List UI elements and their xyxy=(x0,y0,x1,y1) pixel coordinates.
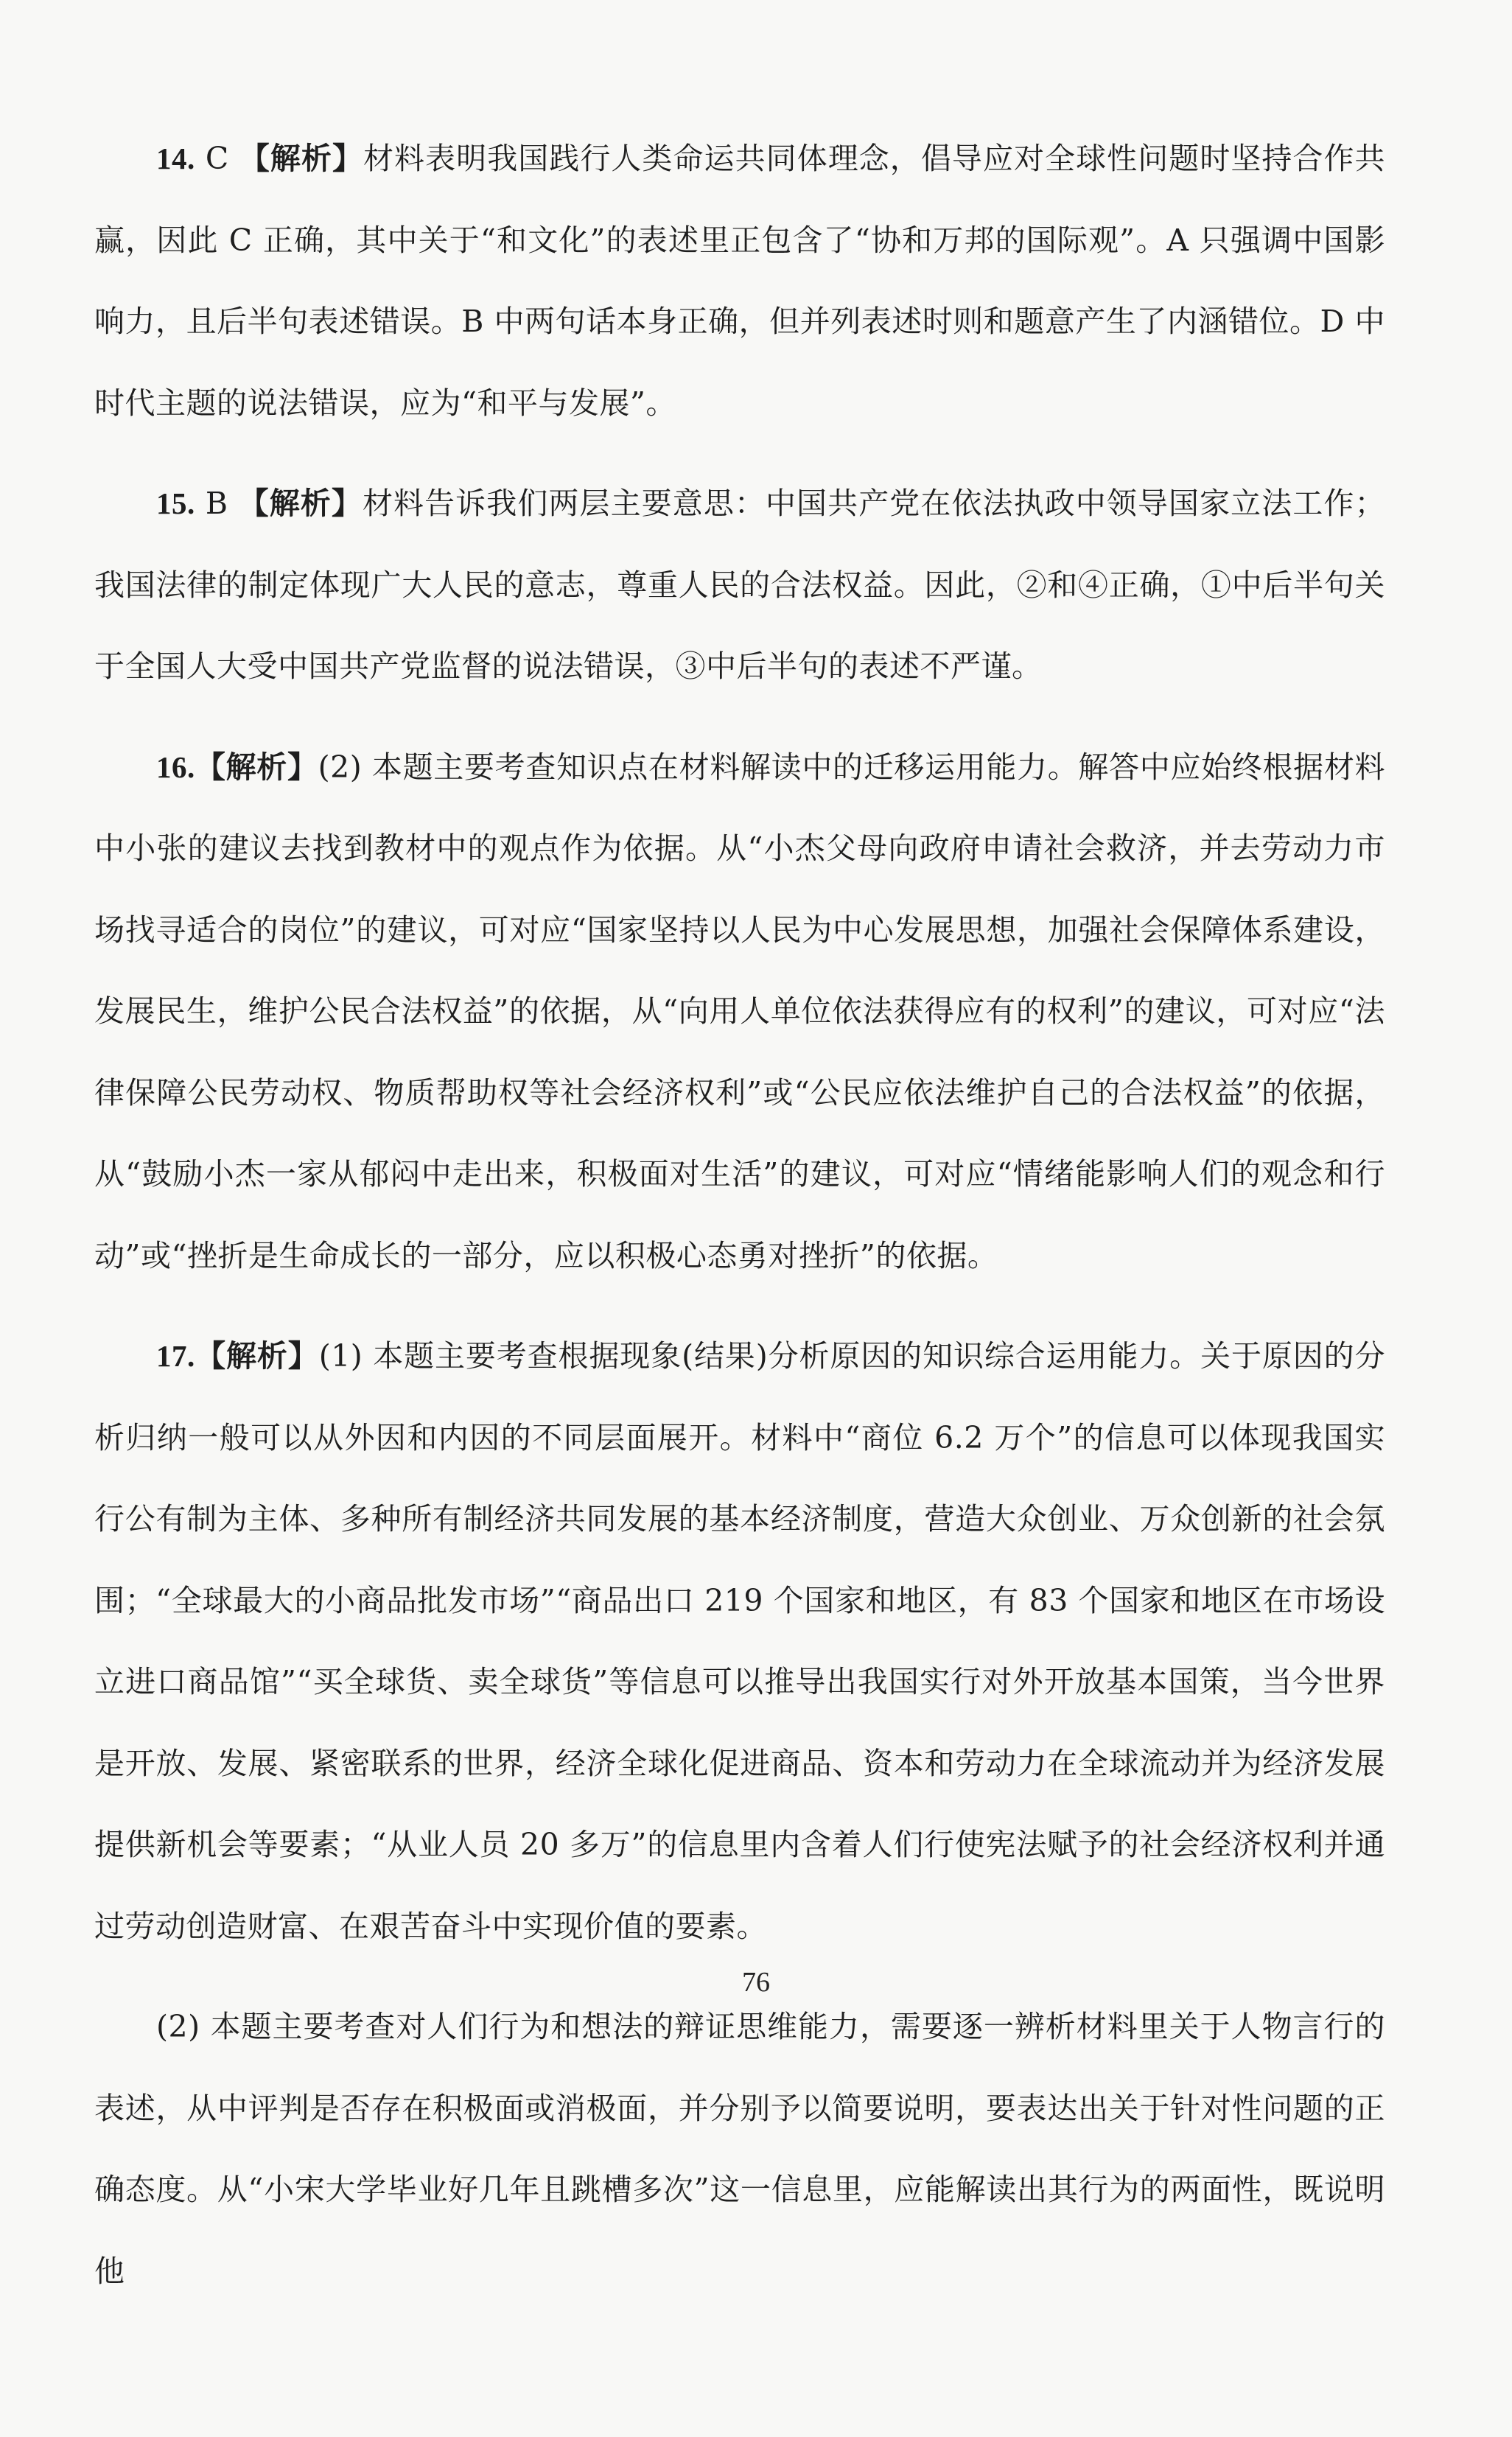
item-answer: C xyxy=(195,141,239,176)
item-number: 16. xyxy=(156,749,195,784)
page-number: 76 xyxy=(742,1967,770,1998)
analysis-tag: 【解析】 xyxy=(195,1338,319,1374)
analysis-tag: 【解析】 xyxy=(238,486,363,521)
item-text: 材料告诉我们两层主要意思：中国共产党在依法执政中领导国家立法工作；我国法律的制定体现广大人民的意志，尊重人民的合法权益。因此，②和④正确，①中后半句关于全国人大受中国共产党监督的说法错误，③中后半句的表述不严谨。 xyxy=(94,486,1385,684)
answer-item-16 xyxy=(94,727,1385,1297)
answer-item-17-part-2: (2) 本题主要考查对人们行为和想法的辩证思维能力，需要逐一辨析材料里关于人物言行的表述，从中评判是否存在积极面或消极面，并分别予以简要说明，要表达出关于针对性问题的正确态度。从“小宋大学毕业好几年且跳槽多次”这一信息里，应能解读出其行为的两面性，既说明他 xyxy=(94,2009,1385,2289)
item-answer: B xyxy=(195,486,239,521)
answer-item-17 xyxy=(94,1315,1385,1967)
item-number: 17. xyxy=(156,1339,195,1373)
item-number: 15. xyxy=(156,486,195,520)
analysis-tag: 【解析】 xyxy=(239,141,363,176)
item-text: (2) 本题主要考查知识点在材料解读中的迁移运用能力。解答中应始终根据材料中小张的建议去找到教材中的观点作为依据。从“小杰父母向政府申请社会救济，并去劳动力市场找寻适合的岗位”的建议，可对应“国家坚持以人民为中心发展思想，加强社会保障体系建设，发展民生，维护公民合法权益”的依据，从“向用人单位依法获得应有的权利”的建议，可对应“法律保障公民劳动权、物质帮助权等社会经济权利”或“公民应依法维护自己的合法权益”的依据，从“鼓励小杰一家从郁闷中走出来，积极面对生活”的建议，可对应“情绪能影响人们的观念和行动”或“挫折是生命成长的一部分，应以积极心态勇对挫折”的依据。 xyxy=(94,749,1385,1273)
answer-content xyxy=(94,118,1385,2331)
item-text: (1) 本题主要考查根据现象(结果)分析原因的知识综合运用能力。关于原因的分析归纳一般可以从外因和内因的不同层面展开。材料中“商位 6.2 万个”的信息可以体现我国实行公有制为主体、多种所有制经济共同发展的基本经济制度，营造大众创业、万众创新的社会氛围；“全球最大的小商品批发市场”“商品出口 219 个国家和地区，有 83 个国家和地区在市场设立进口商品馆”“买全球货、卖全球货”等信息可以推导出我国实行对外开放基本国策，当今世界是开放、发展、紧密联系的世界，经济全球化促进商品、资本和劳动力在全球流动并为经济发展提供新机会等要素；“从业人员 20 多万”的信息里内含着人们行使宪法赋予的社会经济权利并通过劳动创造财富、在艰苦奋斗中实现价值的要素。 xyxy=(94,1338,1385,1944)
answer-item-15 xyxy=(94,463,1385,707)
answer-item-14 xyxy=(94,118,1385,444)
item-text: 材料表明我国践行人类命运共同体理念，倡导应对全球性问题时坚持合作共赢，因此 C 正确，其中关于“和文化”的表述里正包含了“协和万邦的国际观”。A 只强调中国影响力，且后半句表述错误。B 中两句话本身正确，但并列表述时则和题意产生了内涵错位。D 中时代主题的说法错误，应为“和平与发展”。 xyxy=(94,141,1386,421)
analysis-tag: 【解析】 xyxy=(195,749,318,785)
item-number: 14. xyxy=(156,141,195,175)
